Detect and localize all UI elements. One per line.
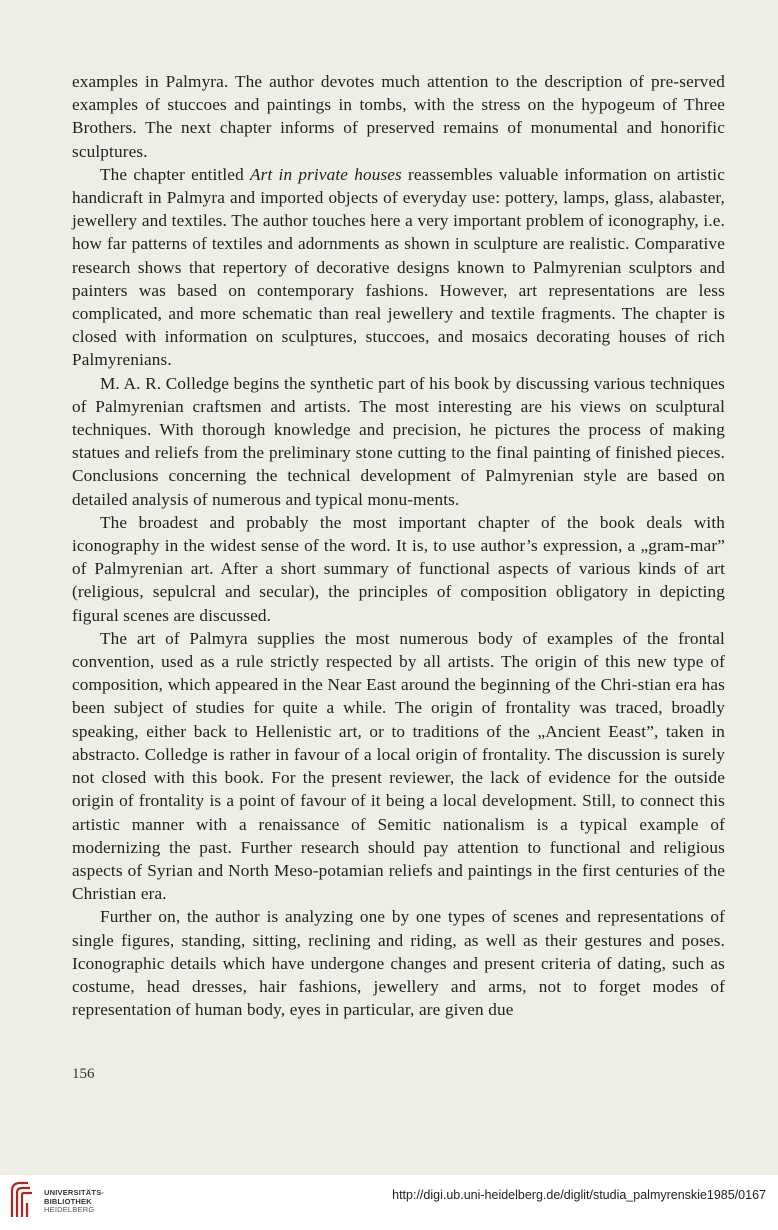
text-run: reassembles valuable information on artistic handicraft in Palmyra and imported objects of everyday use: pottery, lamps, glass, alabaster, jewellery and textiles. The author touches here a very important problem of iconography, i.e. how far patterns of textiles and adornments as shown in sculpture are realistic. Comparative research shows that repertory of decorative designs known to Palmyrenian sculptors and painters was based on contemporary fashions. However, art representations are less complicated, and more schematic than real jewellery and textile fragments. The chapter is closed with information on sculptures, stuccoes, and mosaics decorating houses of rich Palmyrenians.	[72, 164, 725, 370]
library-name[interactable]	[44, 1189, 104, 1215]
text-run: The chapter entitled	[100, 164, 250, 184]
text-run: M. A. R. Colledge begins the synthetic part of his book by discussing various techniques of Palmyrenian craftsmen and artists. The most interesting are his views on sculptural techniques. With thorough knowledge and precision, he pictures the process of making statues and reliefs from the preliminary stone cutting to the final painting of finished pieces. Conclusions concerning the technical development of Palmyrenian style are based on detailed analysis of numerous and typical monu-ments.	[72, 373, 725, 509]
text-run: The art of Palmyra supplies the most numerous body of examples of the frontal convention, used as a rule strictly respected by all artists. The origin of this new type of composition, which appeared in the Near East around the beginning of the Chri-stian era has been subject of studies for quite a while. The origin of frontality was traced, broadly speaking, either back to Hellenistic art, or to traditions of the „Ancient Eeast”, taken in abstracto. Colledge is rather in favour of a local origin of frontality. The discussion is surely not closed with this book. For the present reviewer, the lack of evidence for the outside origin of frontality is a point of favour of it being a local development. Still, to connect this artistic manner with a renaissance of Semitic nationalism is a typical example of modernizing the past. Further research should pay attention to functional and religious aspects of Syrian and North Meso-potamian reliefs and paintings in the first centuries of the Christian era.	[72, 628, 725, 904]
paragraph	[72, 163, 725, 372]
paragraph	[72, 511, 725, 627]
page-number: 156	[72, 1066, 95, 1082]
text-run: Further on, the author is analyzing one by one types of scenes and representations of single figures, standing, sitting, reclining and riding, as well as their gestures and poses. Iconographic details which have undergone changes and present criteria of dating, such as costume, head dresses, hair fashions, jewellery and arms, not to forget modes of representation of human body, eyes in particular, are given due	[72, 907, 725, 1020]
paragraph	[72, 70, 725, 163]
paragraph	[72, 372, 725, 511]
heidelberg-library-logo-icon[interactable]	[8, 1179, 40, 1221]
text-run: examples in Palmyra. The author devotes much attention to the description of pre-served examples of stuccoes and paintings in tombs, with the stress on the hypogeum of Three Brothers. The next chapter informs of preserved remains of monumental and honorific sculptures.	[72, 72, 725, 161]
permalink-url[interactable]: http://digi.ub.uni-heidelberg.de/diglit/studia_palmyrenskie1985/0167	[392, 1188, 766, 1202]
paragraph	[72, 627, 725, 905]
library-name-line2: BIBLIOTHEK	[44, 1196, 92, 1206]
text-run: The broadest and probably the most important chapter of the book deals with iconography in the widest sense of the word. It is, to use author’s expression, a „gram-mar” of Palmyrenian art. After a short summary of functional aspects of various kinds of art (religious, sepulcral and secular), the principles of composition obligatory in depicting figural scenes are discussed.	[72, 512, 725, 625]
paragraph	[72, 905, 725, 1021]
library-name-line3: HEIDELBERG	[44, 1205, 95, 1214]
italic-title: Art in private houses	[249, 164, 402, 184]
viewer-footer	[0, 1175, 778, 1230]
library-name-line1: UNIVERSITÄTS-	[44, 1188, 105, 1197]
body-text	[72, 70, 725, 1021]
